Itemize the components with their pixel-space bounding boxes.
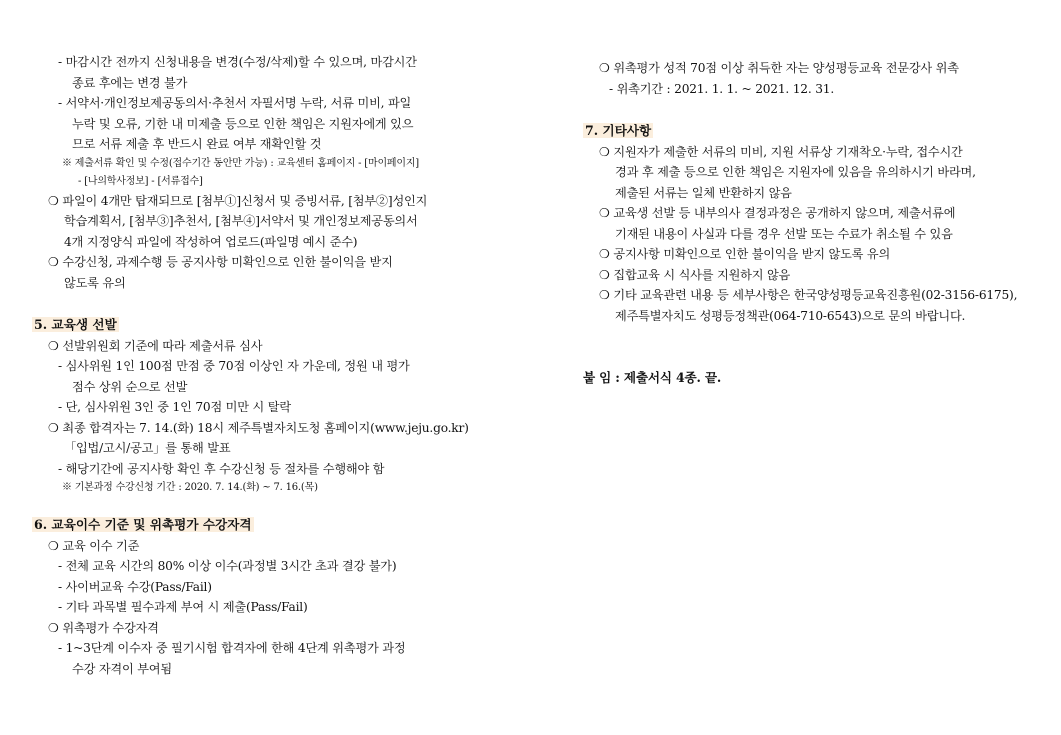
text-line: - 전체 교육 시간의 80% 이상 이수(과정별 3시간 초과 결강 불가) <box>58 559 397 573</box>
bullet-line: ❍ 교육생 선발 등 내부의사 결정과정은 공개하지 않으며, 제출서류에 <box>599 206 956 220</box>
text-line: 종료 후에는 변경 불가 <box>72 75 188 90</box>
text-line: 경과 후 제출 등으로 인한 책임은 지원자에 있음을 유의하시기 바라며, <box>615 165 976 179</box>
text-line: - 기타 과목별 필수과제 부여 시 제출(Pass/Fail) <box>58 600 308 614</box>
text-line: - 서약서·개인정보제공동의서·추천서 자필서명 누락, 서류 미비, 파일 <box>58 96 412 110</box>
note-line: ※ 기본과정 수강신청 기간 : 2020. 7. 14.(화) ~ 7. 16.(목) <box>62 482 318 493</box>
section-heading-text: 5. 교육생 선발 <box>34 317 117 332</box>
text-line: 4개 지정양식 파일에 작성하여 업로드(파일명 예시 준수) <box>64 234 358 249</box>
section-heading-6 <box>32 515 480 536</box>
text-line: 누락 및 오류, 기한 내 미제출 등으로 인한 책임은 지원자에게 있으 <box>72 116 414 131</box>
bullet-line: ❍ 집합교육 시 식사를 지원하지 않음 <box>599 267 791 282</box>
text-line: - 단, 심사위원 3인 중 1인 70점 미만 시 탈락 <box>58 400 291 414</box>
text-line: 기재된 내용이 사실과 다를 경우 선발 또는 수료가 취소될 수 있음 <box>615 226 953 241</box>
text-line: - 심사위원 1인 100점 만점 중 70점 이상인 자 가운데, 정원 내 평가 <box>58 359 410 373</box>
bullet-line: ❍ 최종 합격자는 7. 14.(화) 18시 제주특별자치도청 홈페이지(www.jeju.go.kr) <box>48 420 469 435</box>
text-line: 므로 서류 제출 후 반드시 완료 여부 재확인할 것 <box>72 137 322 151</box>
text-line: 않도록 유의 <box>64 275 126 290</box>
bullet-line: ❍ 위촉평가 성적 70점 이상 취득한 자는 양성평등교육 전문강사 위촉 <box>599 61 959 75</box>
text-line: - 1~3단계 이수자 중 필기시험 합격자에 한해 4단계 위촉평가 과정 <box>58 641 406 655</box>
bullet-line: ❍ 수강신청, 과제수행 등 공지사항 미확인으로 인한 불이익을 받지 <box>48 255 393 269</box>
bullet-line: ❍ 교육 이수 기준 <box>48 538 140 553</box>
right-column <box>583 58 1028 389</box>
section-heading-7 <box>583 121 1028 142</box>
section-heading-text: 7. 기타사항 <box>585 123 652 138</box>
section-heading-text: 6. 교육이수 기준 및 위촉평가 수강자격 <box>34 517 252 532</box>
text-line: 점수 상위 순으로 선발 <box>72 379 188 394</box>
bullet-line: ❍ 위촉평가 수강자격 <box>48 620 159 635</box>
attachment-note: 붙 임 : 제출서식 4종. 끝. <box>583 370 722 385</box>
bullet-line: ❍ 지원자가 제출한 서류의 미비, 지원 서류상 기재착오·누락, 접수시간 <box>599 144 963 159</box>
bullet-line: ❍ 선발위원회 기준에 따라 제출서류 심사 <box>48 338 263 353</box>
section-heading-5 <box>32 315 480 336</box>
text-line: 「입법/고시/공고」를 통해 발표 <box>64 441 231 455</box>
text-line: 수강 자격이 부여됨 <box>72 661 172 676</box>
text-line: - 해당기간에 공지사항 확인 후 수강신청 등 절차를 수행해야 함 <box>58 461 385 476</box>
left-column <box>32 52 480 679</box>
text-line: - 위촉기간 : 2021. 1. 1. ~ 2021. 12. 31. <box>609 81 834 96</box>
bullet-line: ❍ 공지사항 미확인으로 인한 불이익을 받지 않도록 유의 <box>599 247 891 261</box>
text-line: 제주특별자치도 성평등정책관(064-710-6543)으로 문의 바랍니다. <box>615 308 966 323</box>
text-line: - 마감시간 전까지 신청내용을 변경(수정/삭제)할 수 있으며, 마감시간 <box>58 55 417 69</box>
bullet-line: ❍ 기타 교육관련 내용 등 세부사항은 한국양성평등교육진흥원(02-3156-6175), <box>599 288 1018 302</box>
note-line: ※ 제출서류 확인 및 수정(접수기간 동안만 가능) : 교육센터 홈페이지 - [마이페이지] <box>62 157 419 169</box>
bullet-line: ❍ 파일이 4개만 탑재되므로 [첨부①]신청서 및 증빙서류, [첨부②]성인지 <box>48 193 428 208</box>
text-line: - 사이버교육 수강(Pass/Fail) <box>58 579 212 594</box>
text-line: 학습계획서, [첨부③]추천서, [첨부④]서약서 및 개인정보제공동의서 <box>64 214 418 228</box>
note-line: - [나의학사정보] - [서류접수] <box>78 175 203 187</box>
text-line: 제출된 서류는 일체 반환하지 않음 <box>615 185 792 200</box>
